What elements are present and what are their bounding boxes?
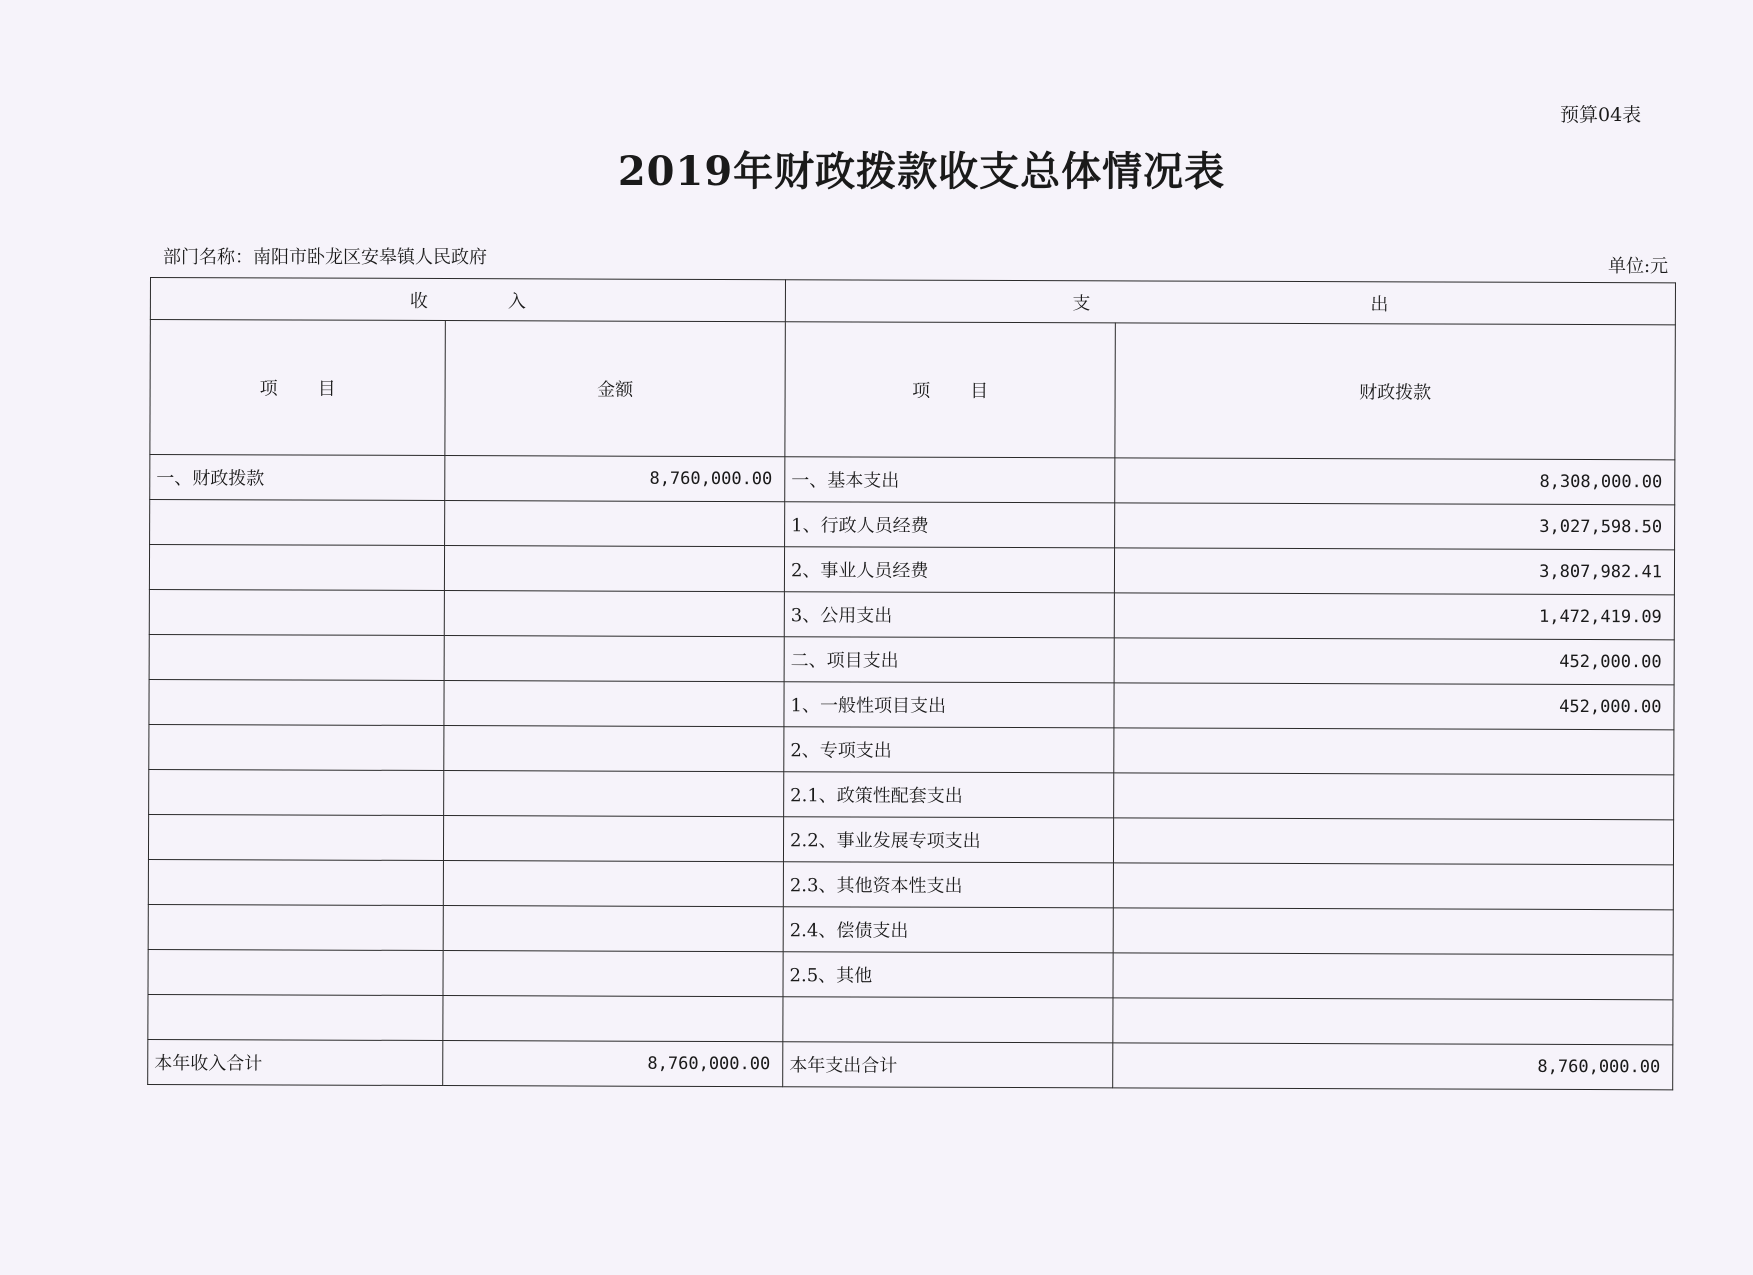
- income-amount: [443, 816, 783, 862]
- expense-item: 2.5、其他: [783, 952, 1113, 998]
- expense-header-char-b: 出: [1370, 293, 1389, 315]
- income-amount: [444, 771, 784, 817]
- income-section-header: [150, 278, 785, 322]
- table-row: [150, 500, 1675, 550]
- expense-header-char-a: 支: [1072, 292, 1091, 314]
- expense-total-label: 本年支出合计: [783, 1042, 1113, 1088]
- income-amount: [444, 546, 784, 592]
- expense-item: 2.1、政策性配套支出: [784, 772, 1114, 818]
- expense-item-header: [785, 322, 1115, 458]
- table-row: [148, 904, 1673, 954]
- income-item-header: [150, 320, 445, 456]
- expense-item: 2.2、事业发展专项支出: [783, 817, 1113, 863]
- income-item: [148, 949, 443, 995]
- form-code: 预算04表: [1560, 104, 1642, 126]
- expense-item: 1、行政人员经费: [785, 502, 1115, 548]
- income-amount: [444, 726, 784, 772]
- total-row: [148, 1039, 1673, 1089]
- expense-item: 一、基本支出: [785, 457, 1115, 503]
- income-amount: [443, 951, 783, 997]
- expense-item: 2.4、偿债支出: [783, 907, 1113, 953]
- page-title: 2019年财政拨款收支总体情况表: [617, 148, 1226, 195]
- table-row: [148, 949, 1673, 999]
- expense-section-header: [785, 280, 1675, 325]
- expense-amount: [1114, 728, 1674, 775]
- income-item: [148, 904, 443, 950]
- table-row: [150, 455, 1675, 505]
- expense-item: 3、公用支出: [784, 592, 1114, 638]
- income-header-char-a: 收: [409, 290, 428, 312]
- table-row: [148, 814, 1673, 864]
- income-amount: [443, 906, 783, 952]
- income-item: [149, 769, 444, 815]
- income-amount: [443, 996, 783, 1042]
- income-item: 一、财政拨款: [150, 455, 445, 501]
- budget-table: [147, 277, 1676, 1090]
- expense-amount: [1113, 953, 1673, 1000]
- expense-item: 1、一般性项目支出: [784, 682, 1114, 728]
- income-header-char-b: 入: [507, 290, 526, 312]
- expense-amount: 1,472,419.09: [1114, 593, 1674, 640]
- expense-amount: 452,000.00: [1114, 638, 1674, 685]
- income-amount: [443, 861, 783, 907]
- header-row-columns: [150, 320, 1675, 460]
- expense-fiscal-header: 财政拨款: [1115, 323, 1675, 460]
- table-row: [149, 545, 1674, 595]
- income-amount: 8,760,000.00: [445, 456, 785, 502]
- income-item: [150, 500, 445, 546]
- expense-amount: 452,000.00: [1114, 683, 1674, 730]
- income-item: [148, 994, 443, 1040]
- expense-item-char-a: 项: [912, 380, 931, 402]
- income-item: [149, 545, 444, 591]
- expense-amount: [1113, 908, 1673, 955]
- income-item: [149, 679, 444, 725]
- income-item-char-b: 目: [317, 378, 336, 400]
- expense-item: 二、项目支出: [784, 637, 1114, 683]
- budget-table-sheet: [147, 277, 1675, 1082]
- income-total-amount: 8,760,000.00: [443, 1041, 783, 1087]
- income-item-char-a: 项: [259, 378, 278, 400]
- table-row: [149, 769, 1674, 819]
- expense-amount: 3,807,982.41: [1114, 548, 1674, 595]
- income-total-label: 本年收入合计: [148, 1039, 443, 1085]
- expense-item: 2、事业人员经费: [784, 547, 1114, 593]
- expense-item: [783, 997, 1113, 1043]
- expense-amount: [1113, 863, 1673, 910]
- income-amount: [445, 501, 785, 547]
- department-name: 部门名称：南阳市卧龙区安皋镇人民政府: [163, 247, 487, 268]
- income-item: [148, 859, 443, 905]
- income-amount: [444, 591, 784, 637]
- expense-amount: [1114, 773, 1674, 820]
- table-row: [148, 859, 1673, 909]
- expense-amount: [1113, 818, 1673, 865]
- income-item: [148, 814, 443, 860]
- income-amount-header: 金额: [445, 321, 785, 457]
- income-amount: [444, 681, 784, 727]
- expense-item: 2、专项支出: [784, 727, 1114, 773]
- table-row: [148, 994, 1673, 1044]
- table-row: [149, 724, 1674, 774]
- income-item: [149, 634, 444, 680]
- income-item: [149, 589, 444, 635]
- income-amount: [444, 636, 784, 682]
- unit-label: 单位:元: [1608, 256, 1669, 277]
- header-row-section: [150, 278, 1675, 325]
- expense-amount: 8,308,000.00: [1115, 458, 1675, 505]
- expense-item: 2.3、其他资本性支出: [783, 862, 1113, 908]
- expense-amount: 3,027,598.50: [1115, 503, 1675, 550]
- income-item: [149, 724, 444, 770]
- table-row: [149, 634, 1674, 684]
- expense-total-amount: 8,760,000.00: [1113, 1043, 1673, 1090]
- table-row: [149, 589, 1674, 639]
- table-row: [149, 679, 1674, 729]
- expense-amount: [1113, 998, 1673, 1045]
- expense-item-char-b: 目: [970, 380, 989, 402]
